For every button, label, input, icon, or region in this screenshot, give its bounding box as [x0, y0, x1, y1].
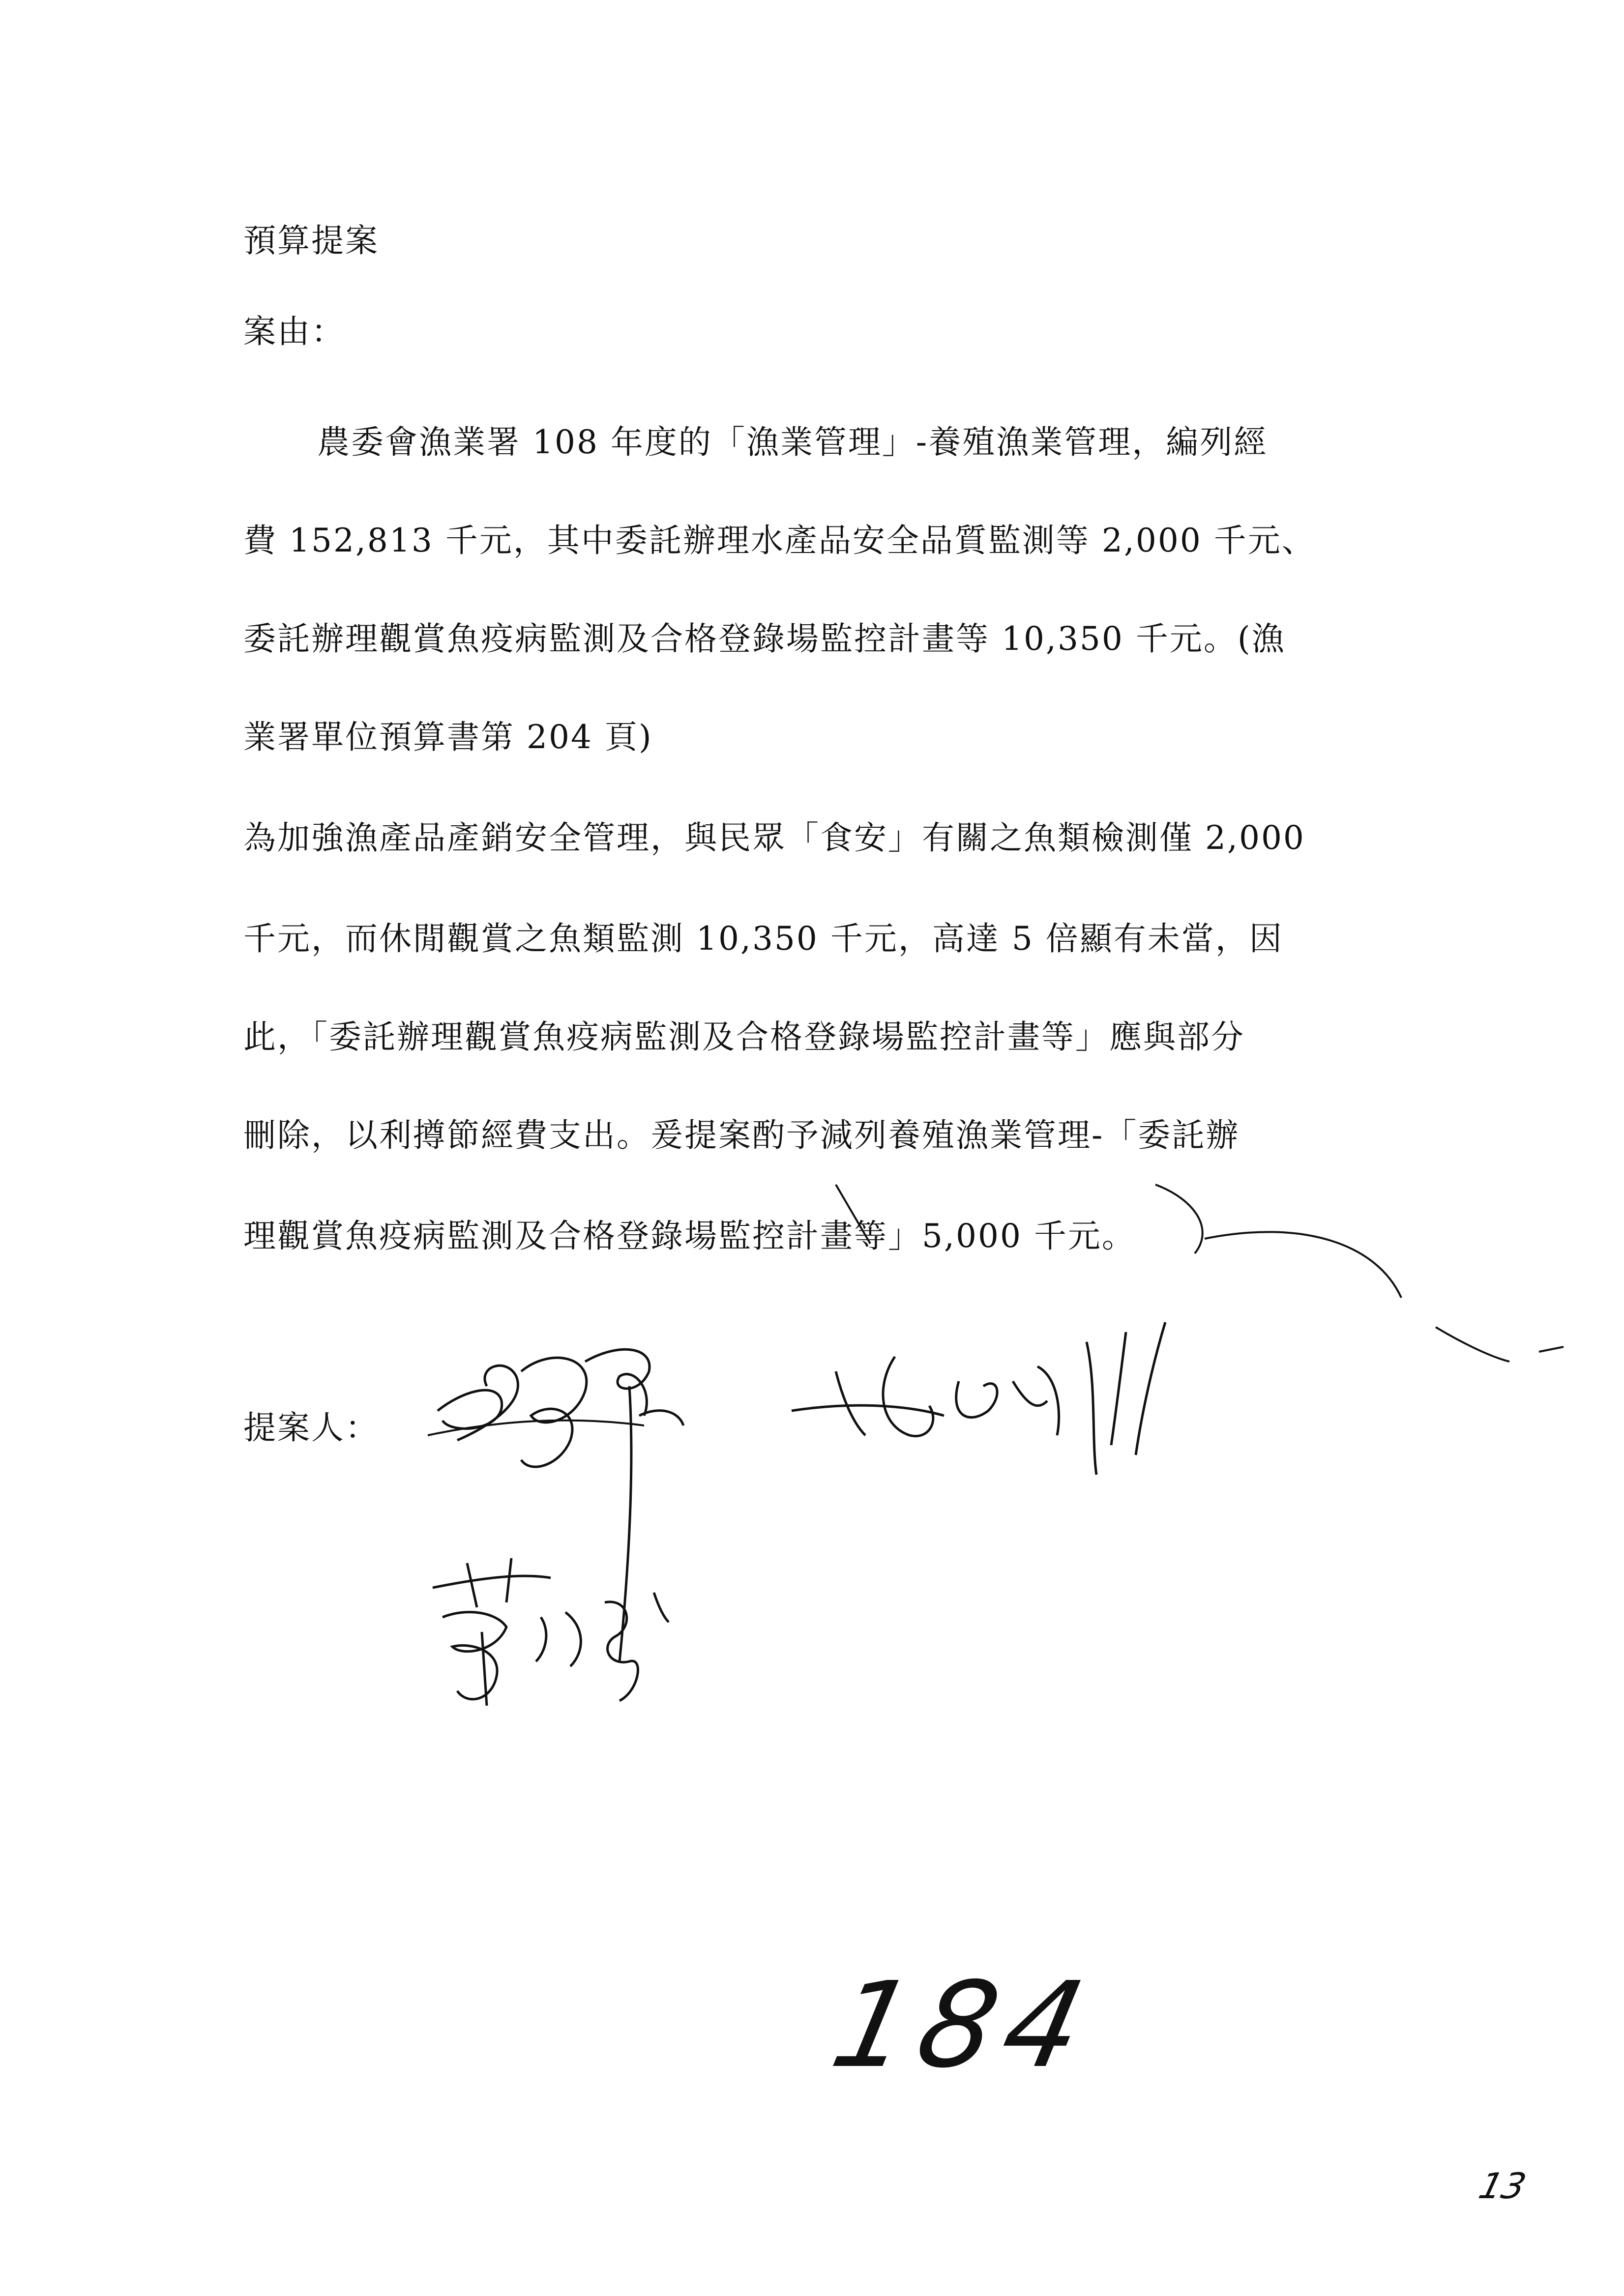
handwritten-page-number: 184 — [821, 1956, 1105, 2094]
document-heading: 預算提案 — [243, 222, 379, 260]
paragraph-1-line-3: 委託辦理觀賞魚疫病監測及合格登錄場監控計畫等 10,350 千元。(漁 — [243, 620, 1286, 658]
paragraph-2-line-2: 千元，而休閒觀賞之魚類監測 10,350 千元，高達 5 倍顯有未當，因 — [243, 920, 1283, 958]
paragraph-1-line-1: 農委會漁業署 108 年度的「漁業管理」-養殖漁業管理，編列經 — [317, 423, 1268, 461]
signature-2 — [782, 1312, 1224, 1519]
paragraph-2-line-4: 刪除，以利撙節經費支出。爰提案酌予減列養殖漁業管理-「委託辦 — [243, 1116, 1240, 1154]
signature-3 — [423, 1543, 718, 1770]
paragraph-2-line-5: 理觀賞魚疫病監測及合格登錄場監控計畫等」5,000 千元。 — [243, 1217, 1136, 1255]
case-label: 案由： — [243, 313, 345, 350]
proposer-label: 提案人： — [243, 1409, 379, 1447]
sheet-number: 13 — [1475, 2165, 1531, 2207]
paragraph-1-line-2: 費 152,813 千元，其中委託辦理水產品安全品質監測等 2,000 千元、 — [243, 522, 1316, 559]
paragraph-2-line-3: 此，「委託辦理觀賞魚疫病監測及合格登錄場監控計畫等」應與部分 — [243, 1018, 1245, 1056]
paragraph-2-line-1: 為加強漁產品產銷安全管理，與民眾「食安」有關之魚類檢測僅 2,000 — [243, 819, 1305, 857]
paragraph-1-line-4: 業署單位預算書第 204 頁) — [243, 718, 653, 756]
